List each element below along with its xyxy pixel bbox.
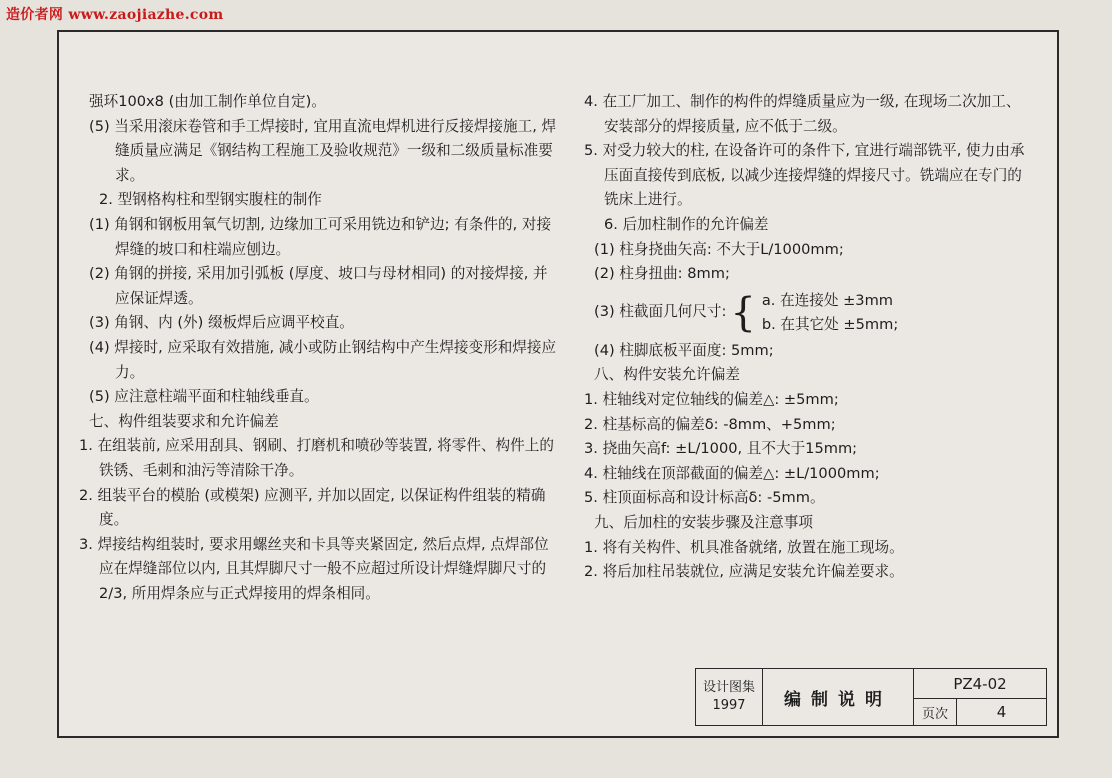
section-dimensions-brace <box>594 287 1034 339</box>
paragraph: 3. 挠曲矢高f: ±L/1000, 且不大于15mm; <box>584 440 858 458</box>
paragraph: 3. 焊接结构组装时, 要求用螺丝夹和卡具等夹紧固定, 然后点焊, 点焊部位应在焊缝部位以内, 且其焊脚尺寸一般不应超过所设计焊缝焊脚尺寸的2/3, 所用焊条应与正式焊接用的焊条相同。 <box>79 535 549 602</box>
title-block-title <box>763 669 914 725</box>
paragraph: 5. 柱顶面标高和设计标高δ: -5mm。 <box>584 489 825 507</box>
paragraph: (4) 焊接时, 应采取有效措施, 减小或防止钢结构中产生焊接变形和焊接应力。 <box>89 338 557 381</box>
title-block-atlas <box>696 669 763 725</box>
right-column-top <box>584 90 1034 287</box>
left-column <box>79 90 559 606</box>
brace-item-b: b. 在其它处 ±5mm; <box>761 315 899 333</box>
paragraph: 5. 对受力较大的柱, 在设备许可的条件下, 宜进行端部铣平, 使力由承压面直接传到底板, 以减少连接焊缝的焊接尺寸。铣端应在专门的铣床上进行。 <box>584 142 1025 209</box>
paragraph: (2) 角钢的拼接, 采用加引弧板 (厚度、坡口与母材相同) 的对接焊接, 并应保证焊透。 <box>89 265 548 307</box>
paragraph: 4. 柱轴线在顶部截面的偏差△: ±L/1000mm; <box>584 464 880 482</box>
right-column-bottom <box>584 339 1034 585</box>
paragraph: 1. 柱轴线对定位轴线的偏差△: ±5mm; <box>584 390 839 408</box>
brace-item-a: a. 在连接处 ±3mm <box>761 291 894 309</box>
paragraph: (5) 应注意柱端平面和柱轴线垂直。 <box>89 388 319 406</box>
paragraph: 七、构件组装要求和允许偏差 <box>89 412 279 430</box>
brace-label: (3) 柱截面几何尺寸: <box>594 303 727 321</box>
page-row <box>914 699 1046 725</box>
page-number: 4 <box>996 703 1007 721</box>
paragraph: 4. 在工厂加工、制作的构件的焊缝质量应为一级, 在现场二次加工、安装部分的焊接质量, 应不低于二级。 <box>584 93 1021 135</box>
paragraph: 2. 型钢格构柱和型钢实腹柱的制作 <box>99 191 322 209</box>
paragraph: (5) 当采用滚床卷管和手工焊接时, 宜用直流电焊机进行反接焊接施工, 焊缝质量应满足《钢结构工程施工及验收规范》一级和二级质量标准要求。 <box>89 117 557 184</box>
title-block-right <box>914 669 1046 725</box>
drawing-sheet <box>57 30 1059 738</box>
site-watermark: 造价者网 www.zaojiazhe.com <box>6 7 224 23</box>
paragraph: (2) 柱身扭曲: 8mm; <box>594 265 730 283</box>
drawing-number: PZ4-02 <box>914 669 1046 699</box>
paragraph: 九、后加柱的安装步骤及注意事项 <box>594 513 813 531</box>
brace-items <box>762 289 898 337</box>
paragraph: 2. 将后加柱吊装就位, 应满足安装允许偏差要求。 <box>584 563 904 581</box>
document-title: 编制说明 <box>784 689 892 710</box>
brace-symbol: { <box>730 289 756 336</box>
paragraph: 强环100x8 (由加工制作单位自定)。 <box>89 93 326 110</box>
paragraph: 2. 柱基标高的偏差δ: -8mm、+5mm; <box>584 415 836 433</box>
paragraph: (4) 柱脚底板平面度: 5mm; <box>594 341 774 359</box>
right-column <box>584 90 1034 585</box>
page-label: 页次 <box>914 699 957 725</box>
paragraph: (3) 角钢、内 (外) 缀板焊后应调平校直。 <box>89 314 354 332</box>
paragraph: 八、构件安装允许偏差 <box>594 366 740 384</box>
paragraph: 2. 组装平台的模胎 (或模架) 应测平, 并加以固定, 以保证构件组装的精确度。 <box>79 486 546 529</box>
paragraph: 1. 将有关构件、机具准备就绪, 放置在施工现场。 <box>584 538 904 556</box>
paragraph: 6. 后加柱制作的允许偏差 <box>604 215 769 233</box>
paragraph: (1) 柱身挠曲矢高: 不大于L/1000mm; <box>594 240 844 258</box>
atlas-label: 设计图集 <box>702 680 755 695</box>
title-block <box>695 668 1047 726</box>
atlas-year: 1997 <box>712 698 746 713</box>
paragraph: 1. 在组装前, 应采用刮具、钢刷、打磨机和喷砂等装置, 将零件、构件上的铁锈、毛刺和油污等清除干净。 <box>79 437 554 479</box>
paragraph: (1) 角钢和钢板用氧气切割, 边缘加工可采用铣边和铲边; 有条件的, 对接焊缝的坡口和柱端应刨边。 <box>89 215 552 258</box>
